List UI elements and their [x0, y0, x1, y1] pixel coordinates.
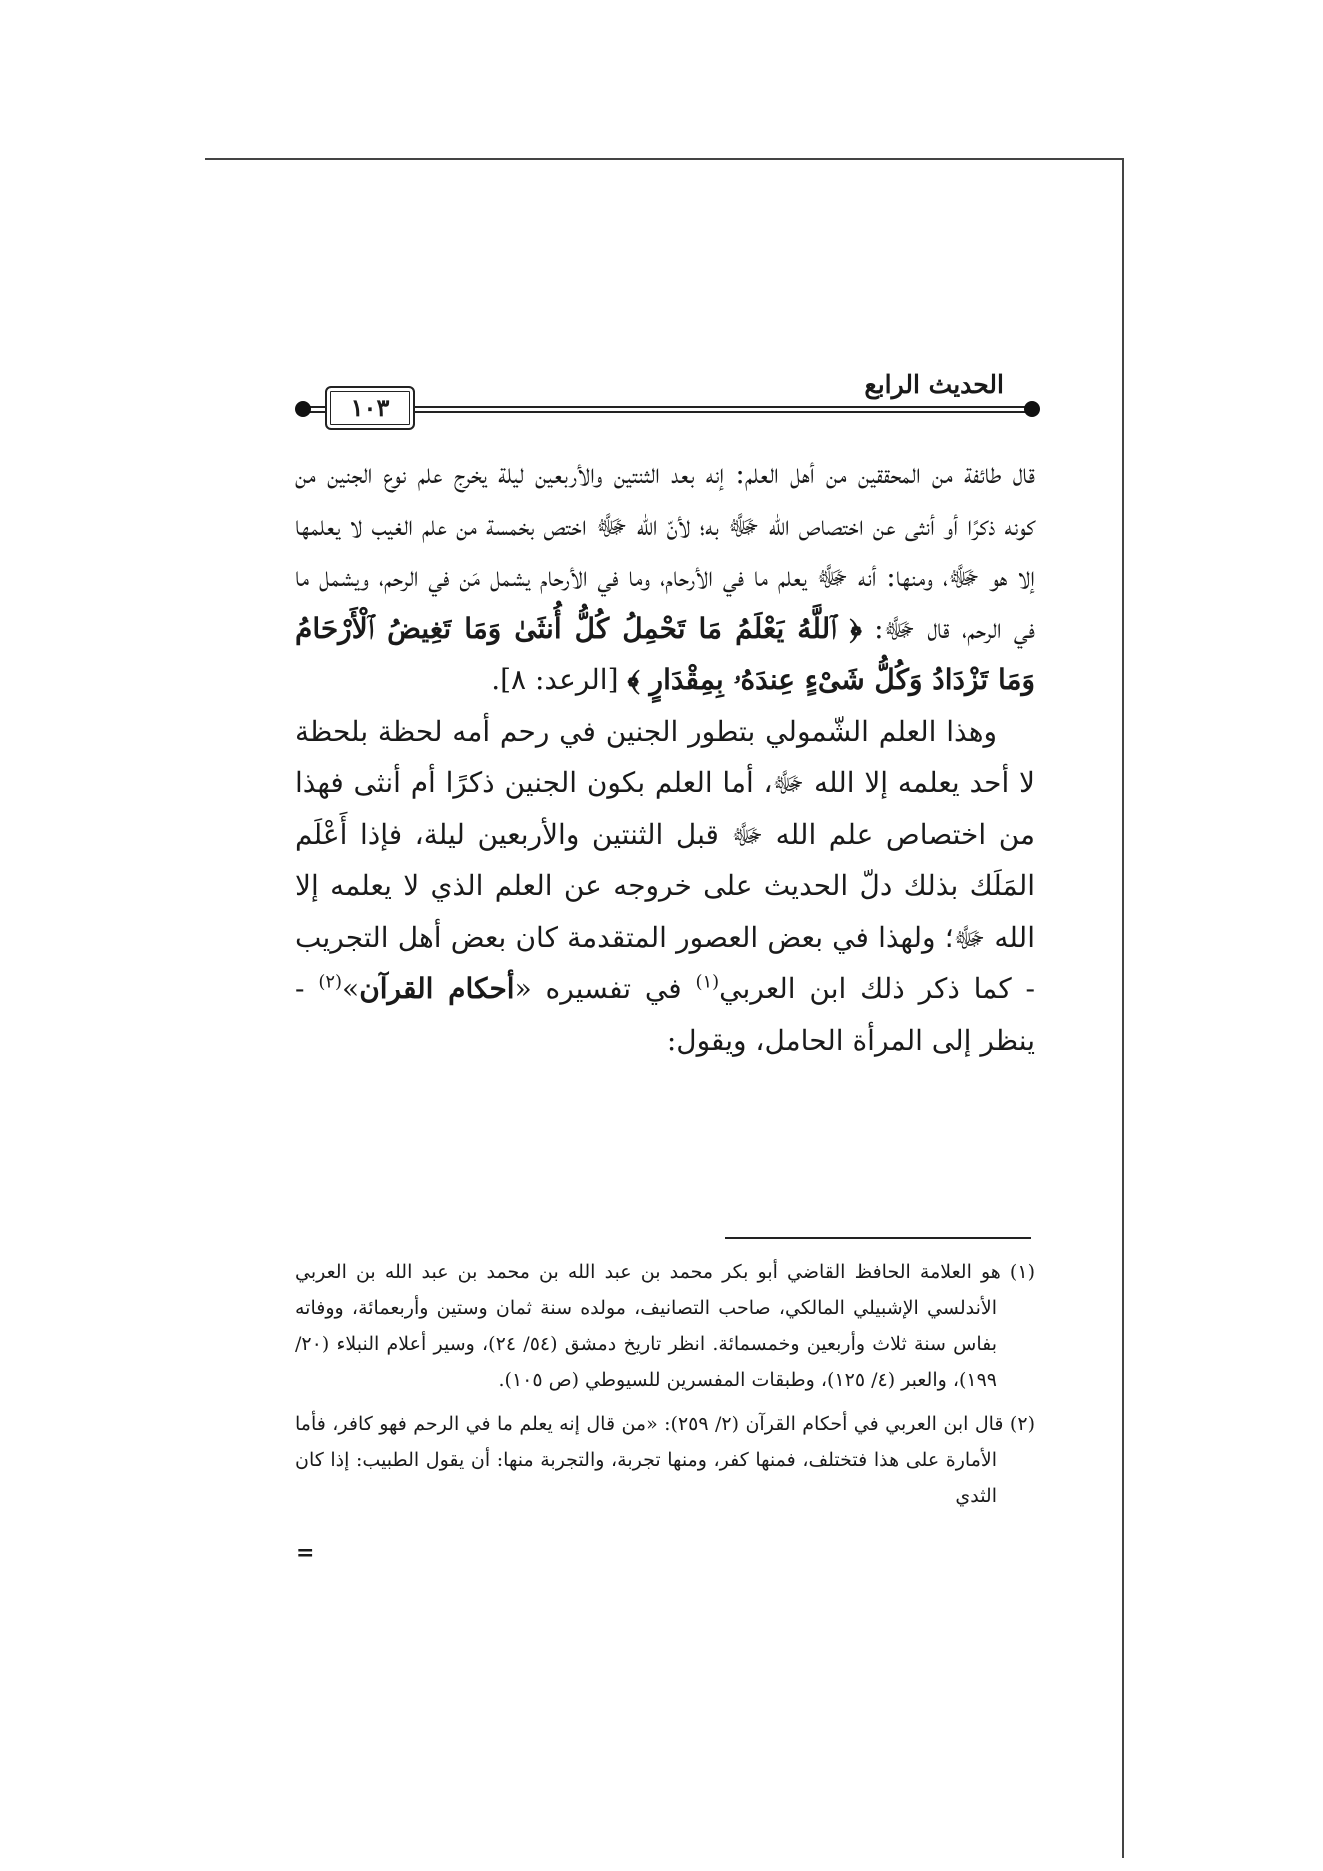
page-header: [295, 372, 1040, 442]
footnote-continuation-mark: =: [296, 1540, 315, 1566]
main-text: [295, 448, 1035, 1066]
paragraph-2: [295, 706, 1035, 1067]
paragraph-2-text-c: »: [342, 972, 360, 1005]
footnotes: [295, 1254, 1035, 1522]
paragraph-2-text-b: في تفسيره «: [514, 972, 696, 1005]
header-dot-right-icon: [1024, 401, 1040, 417]
footnote-marker-1[interactable]: (١): [695, 971, 720, 993]
crop-line-top: [205, 158, 1123, 160]
paragraph-2-text-a: وهذا العلم الشّمولي بتطور الجنين في رحم أمه لحظة بلحظة لا أحد يعلمه إلا الله ﷻ، أما العلم بكون الجنين ذكرًا أم أنثى فهذا من اختصاص علم الله ﷻ قبل الثنتين والأربعين ليلة، فإذا أَعْلَم المَلَك بذلك دلّ الحديث على خروجه عن العلم الذي لا يعلمه إلا الله ﷻ؛ ولهذا في بعض العصور المتقدمة كان بعض أهل التجريب - كما ذكر ذلك ابن العربي: [295, 714, 1035, 1005]
footnote-1: (١) هو العلامة الحافظ القاضي أبو بكر محمد بن عبد الله بن محمد بن عبد الله بن العربي الأندلسي الإشبيلي المالكي، صاحب التصانيف، مولده سنة ثمان وستين وأربعمائة، ووفاته بفاس سنة ثلاث وأربعين وخمسمائة. انظر تاريخ دمشق (٥٤/ ٢٤)، وسير أعلام النبلاء (٢٠/ ١٩٩)، والعبر (٤/ ١٢٥)، وطبقات المفسرين للسيوطي (ص ١٠٥).: [295, 1261, 1035, 1391]
footnote-2: (٢) قال ابن العربي في أحكام القرآن (٢/ ٢٥٩): «من قال إنه يعلم ما في الرحم فهو كافر، فأما الأمارة على هذا فتختلف، فمنها كفر، ومنها تجربة، والتجربة منها: أن يقول الطبيب: إذا كان الثدي: [295, 1413, 1035, 1507]
chapter-title: الحديث الرابع: [856, 370, 1012, 399]
quran-reference: [الرعد: ٨].: [491, 663, 628, 696]
crop-line-right: [1122, 158, 1124, 1858]
footnote-marker-2[interactable]: (٢): [318, 971, 343, 993]
paragraph-1: [295, 448, 1035, 706]
book-title: أحكام القرآن: [359, 972, 515, 1005]
paragraph-1-text: قال طائفة من المحققين من أهل العلم: إنه بعد الثنتين والأربعين ليلة يخرج علم نوع الجنين من كونه ذكرًا أو أنثى عن اختصاص الله ﷻ به؛ لأنّ الله ﷻ اختص بخمسة من علم الغيب لا يعلمها إلا هو ﷻ، ومنها: أنه ﷻ يعلم ما في الأرحام، وما في الأرحام يشمل مَن في الرحم، ويشمل ما في الرحم، قال ﷻ:: [295, 457, 1035, 645]
quran-verse: ﴿ ٱللَّهُ يَعْلَمُ مَا تَحْمِلُ كُلُّ أُنثَىٰ وَمَا تَغِيضُ ٱلْأَرْحَامُ وَمَا تَزْدَادُ وَكُلُّ شَىْءٍ عِندَهُۥ بِمِقْدَارٍ ﴾: [295, 611, 1035, 696]
paragraph-2-text-d: - ينظر إلى المرأة الحامل، ويقول:: [295, 972, 1035, 1057]
page-number: ١٠٣: [325, 386, 415, 430]
header-rule: [309, 406, 1026, 413]
header-dot-left-icon: [295, 401, 311, 417]
footnote-separator: [725, 1237, 1031, 1239]
